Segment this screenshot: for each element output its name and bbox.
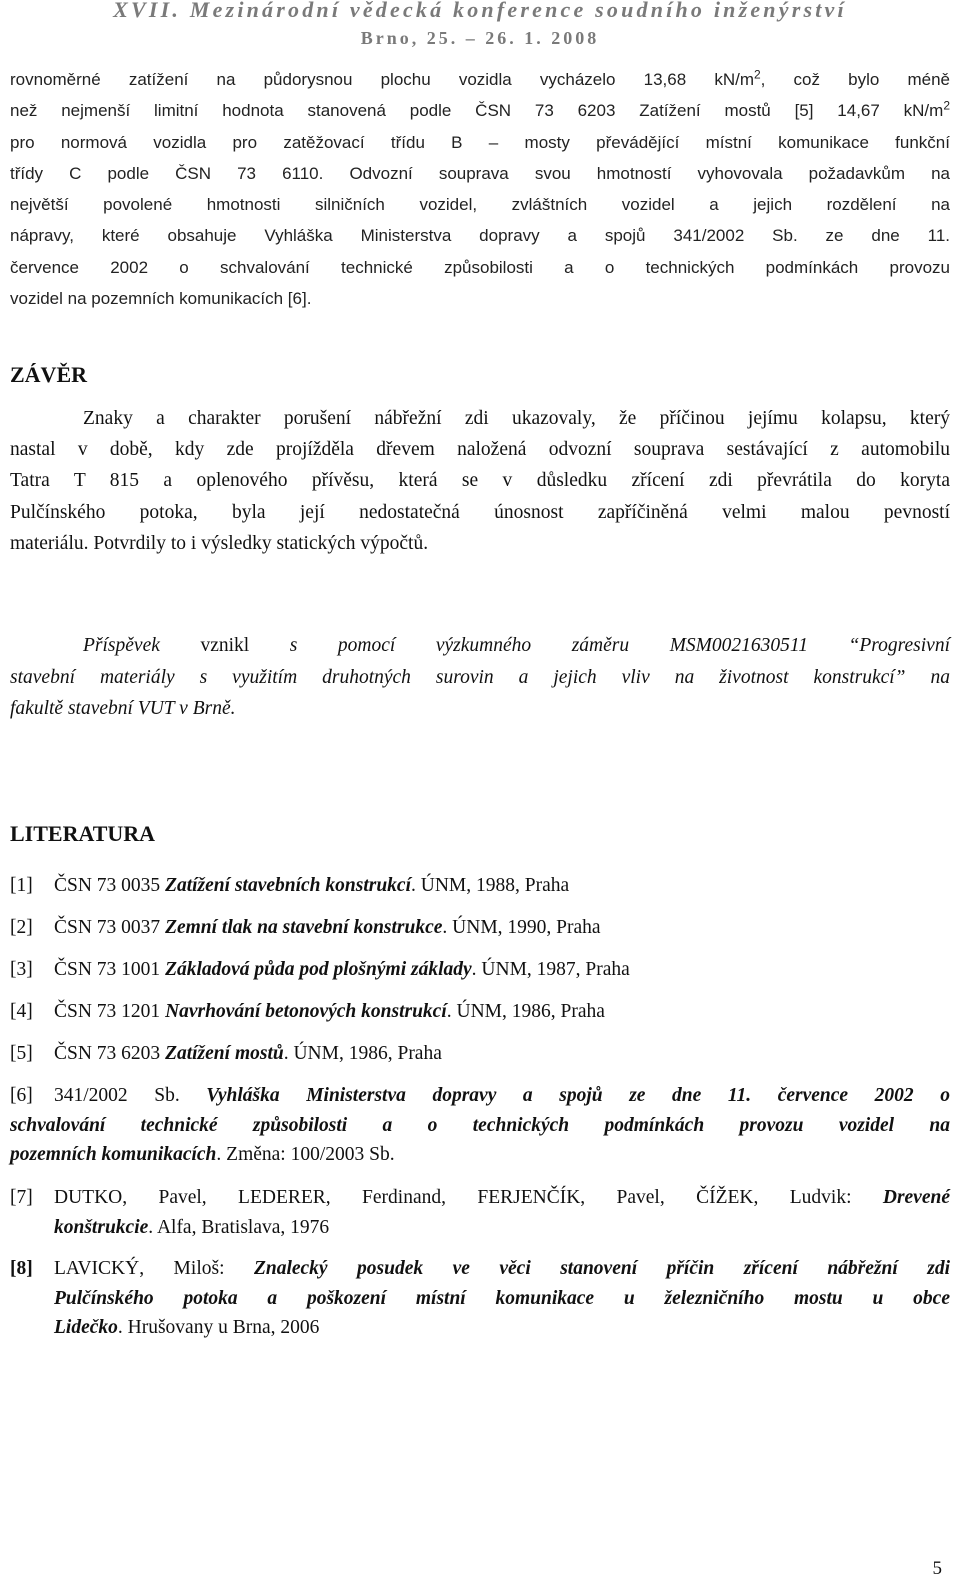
text-line: Lidečko. Hrušovany u Brna, 2006 [54,1317,320,1338]
text-line: [8] LAVICKÝ, Miloš: Znalecký posudek ve věci stanovení příčin zřícení nábřežní zdi [10,1258,950,1279]
text-line: Pulčínského potoka a poškození místní komunikace u železničního mostu u obce [54,1287,950,1309]
text-line: Příspěvek vznikl s pomocí výzkumného záměru MSM0021630511 “Progresivní [83,635,951,656]
text-line: pro normová vozidla pro zatěžovací třídu B – mosty převádějící místní komunikace funkční [10,132,950,152]
text-line: [7] DUTKO, Pavel, LEDERER, Ferdinand, FERJENČÍK, Pavel, ČÍŽEK, Ludvik: Drevené [10,1187,950,1208]
text-line: vozidel na pozemních komunikacích [6]. [10,289,312,309]
reference-item: [2] ČSN 73 0037 Zemní tlak na stavební konstrukce. ÚNM, 1990, Praha [10,917,601,938]
text-line: třídy C podle ČSN 73 6110. Odvozní souprava svou hmotností vyhovovala požadavkům na [10,163,950,183]
text-line: nastal v době, kdy zde projížděla dřevem naložená odvozní souprava sestávající z automobilu [10,439,950,461]
text-line: schvalování technické způsobilosti a o technických podmínkách provozu vozidel na [10,1114,950,1136]
intro-paragraph [10,64,950,314]
conclusion-heading: ZÁVĚR [10,362,88,387]
conclusion-paragraph [10,403,950,559]
acknowledgement-paragraph [10,630,950,725]
text-line: rovnoměrné zatížení na půdorysnou plochu vozidla vycházelo 13,68 $kN/m^2$, což bylo méně [10,67,950,89]
text-line: největší povolené hmotnosti silničních vozidel, zvláštních vozidel a jejich rozdělení na [10,195,950,215]
page-number: 5 [932,1558,942,1579]
text-line: nápravy, které obsahuje Vyhláška Ministerstva dopravy a spojů 341/2002 Sb. ze dne 11. [10,226,950,246]
reference-item: [1] ČSN 73 0035 Zatížení stavebních konstrukcí. ÚNM, 1988, Praha [10,875,570,896]
conference-title: XVII. Mezinárodní vědecká konference soudního inženýrství [113,0,847,22]
text-line: Tatra T 815 a oplenového přívěsu, která se v důsledku zřícení zdi převrátila do koryta [10,470,950,492]
text-line: konštrukcie. Alfa, Bratislava, 1976 [54,1216,330,1238]
reference-item: [5] ČSN 73 6203 Zatížení mostů. ÚNM, 1986, Praha [10,1043,442,1064]
text-line: stavební materiály s využitím druhotných surovin a jejich vliv na životnost konstrukcí” na [10,666,950,688]
text-line: fakultě stavební VUT v Brně. [10,698,236,719]
text-line: Pulčínského potoka, byla její nedostatečná únosnost zapříčiněná velmi malou pevností [10,501,950,523]
literature-heading: LITERATURA [10,821,156,846]
text-line: července 2002 o schvalování technické způsobilosti a o technických podmínkách provozu [10,257,950,277]
conference-date: Brno, 25. – 26. 1. 2008 [360,28,600,48]
reference-item [10,1254,950,1343]
reference-item [10,1183,950,1242]
reference-item [10,1081,950,1170]
text-line: pozemních komunikacích. Změna: 100/2003 Sb. [10,1144,395,1165]
text-line: Znaky a charakter porušení nábřežní zdi ukazovaly, že příčinou jejímu kolapsu, který [83,408,950,429]
text-line: [6] 341/2002 Sb. Vyhláška Ministerstva dopravy a spojů ze dne 11. července 2002 o [10,1085,950,1106]
reference-item: [4] ČSN 73 1201 Navrhování betonových konstrukcí. ÚNM, 1986, Praha [10,1001,605,1022]
text-line: materiálu. Potvrdily to i výsledky statických výpočtů. [10,532,429,554]
text-line: než nejmenší limitní hodnota stanovená podle ČSN 73 6203 Zatížení mostů [5] 14,67 $kN/m^2$ [10,98,950,121]
reference-item: [3] ČSN 73 1001 Základová půda pod plošnými základy. ÚNM, 1987, Praha [10,959,630,980]
